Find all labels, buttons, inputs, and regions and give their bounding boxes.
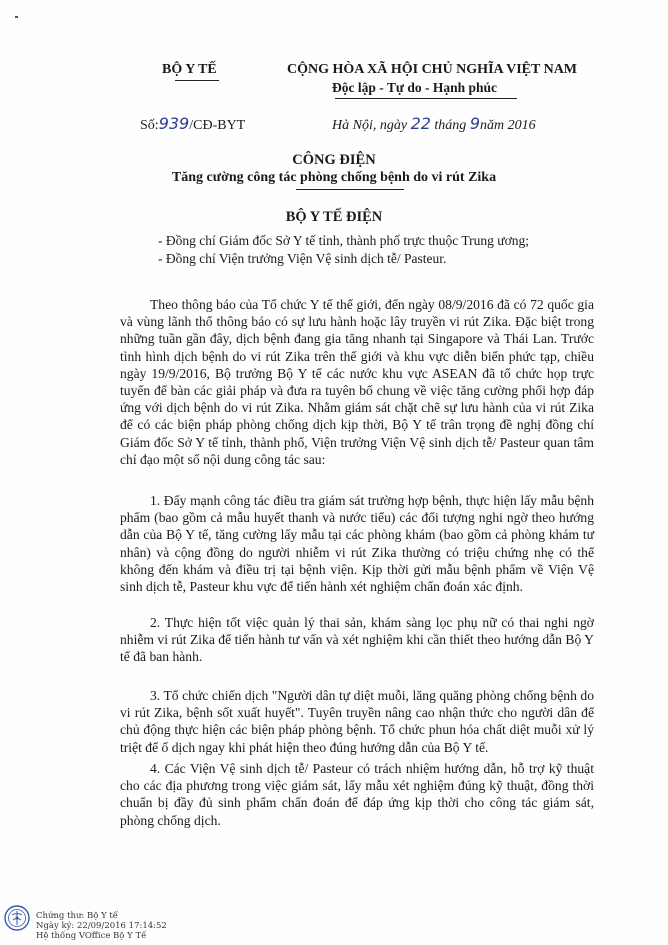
signature-system: Hệ thống VOffice Bộ Y Tế — [36, 931, 147, 941]
ministry-of-health-seal-icon — [4, 905, 30, 931]
recipient-line: - Đồng chí Viện trưởng Viện Vệ sinh dịch tễ/ Pasteur. — [158, 251, 447, 266]
body-paragraph-intro: Theo thông báo của Tổ chức Y tế thế giới, đến ngày 08/9/2016 đã có 72 quốc gia và vùng lãnh thổ thông báo có sự lưu hành hoặc lây truyền vi rút Zika. Đặc biệt trong những tuần gần đây, dịch bệnh đang gia tăng nhanh tại Singapore và Thái Lan. Trước tình hình dịch bệnh do vi rút Zika trên thế giới và khu vực diễn biến phức tạp, chiều ngày 19/9/2016, Bộ trưởng Bộ Y tế các nước khu vực ASEAN đã tổ chức họp trực tuyến để bàn các giải pháp và đưa ra tuyên bố chung về việc tăng cường phối hợp đáp ứng với dịch bệnh do vi rút Zika. Nhằm giám sát chặt chẽ sự lưu hành của vi rút Zika để có các biện pháp phòng chống dịch kịp thời, Bộ Y tế trân trọng đề nghị đồng chí Giám đốc Sở Y tế tỉnh, thành phố, Viện trưởng Viện Vệ sinh dịch tễ/ Pasteur quan tâm chỉ đạo một số nội dung công tác sau: — [120, 297, 594, 467]
ministry-underline — [175, 80, 219, 81]
document-number-prefix: Số: — [140, 118, 159, 133]
date-year: năm 2016 — [480, 118, 536, 133]
signature-date: Ngày ký: 22/09/2016 17:14:52 — [36, 921, 167, 931]
handwritten-month: 9 — [469, 114, 480, 133]
body-paragraph-item-2: 2. Thực hiện tốt việc quản lý thai sản, khám sàng lọc phụ nữ có thai nghi ngờ nhiễm vi rút Zika để tiến hành tư vấn và xét nghiệm khi cần thiết theo hướng dẫn Bộ Y tế đã ban hành. — [120, 615, 594, 665]
document-title: CÔNG ĐIỆN — [292, 152, 376, 168]
ministry-name: BỘ Y TẾ — [162, 62, 217, 77]
country-name: CỘNG HÒA XÃ HỘI CHỦ NGHĨA VIỆT NAM — [287, 62, 578, 77]
scan-artifact — [15, 16, 18, 18]
motto-underline — [335, 98, 517, 99]
body-paragraph-item-1: 1. Đẩy mạnh công tác điều tra giám sát trường hợp bệnh, thực hiện lấy mẫu bệnh phẩm (bao gồm cả mẫu huyết thanh và nước tiểu) các đối tượng nghi ngờ theo hướng dẫn của Bộ Y tế, tăng cường lấy mẫu tại các phòng khám (bao gồm cả phòng khám tư nhân) và cộng đồng do người nhiễm vi rút Zika thường có triệu chứng nhẹ có thể không đến khám và điều trị tại bệnh viện. Kịp thời gửi mẫu bệnh phẩm về Viện Vệ sinh dịch tễ, Pasteur khu vực để tiến hành xét nghiệm chẩn đoán xác định. — [120, 493, 594, 595]
digital-signature-info — [36, 911, 167, 941]
handwritten-number: 939 — [158, 114, 190, 133]
body-paragraph-item-4: 4. Các Viện Vệ sinh dịch tễ/ Pasteur có trách nhiệm hướng dẫn, hỗ trợ kỹ thuật cho các địa phương trong việc giám sát, lấy mẫu xét nghiệm đúng kỹ thuật, đồng thời chuẩn bị đầy đủ sinh phẩm chẩn đoán để đáp ứng kịp thời cho công tác giám sát, phòng chống dịch. — [120, 761, 594, 828]
body-paragraph-item-3: 3. Tổ chức chiến dịch "Người dân tự diệt muỗi, lăng quăng phòng chống bệnh do vi rút Zika, bệnh sốt xuất huyết". Tuyên truyền nâng cao nhận thức cho người dân để chủ động thực hiện các biện pháp phòng bệnh. Tổ chức phun hóa chất diệt muỗi xử lý triệt để ổ dịch ngay khi phát hiện theo đúng hướng dẫn của Bộ Y tế. — [120, 688, 594, 755]
document-date — [332, 114, 536, 134]
signature-certificate: Chứng thư: Bộ Y tế — [36, 911, 119, 921]
document-number-suffix: /CĐ-BYT — [189, 118, 246, 133]
date-month-word: tháng — [434, 118, 467, 133]
handwritten-day: 22 — [410, 114, 431, 133]
subject-underline — [296, 189, 404, 190]
national-motto: Độc lập - Tự do - Hạnh phúc — [332, 80, 498, 95]
document-subject: Tăng cường công tác phòng chống bệnh do vi rút Zika — [171, 170, 497, 185]
date-prefix: Hà Nội, ngày — [332, 118, 408, 133]
document-heading: BỘ Y TẾ ĐIỆN — [285, 209, 383, 225]
recipient-line: - Đồng chí Giám đốc Sở Y tế tỉnh, thành phố trực thuộc Trung ương; — [158, 233, 530, 248]
document-number — [140, 114, 245, 134]
